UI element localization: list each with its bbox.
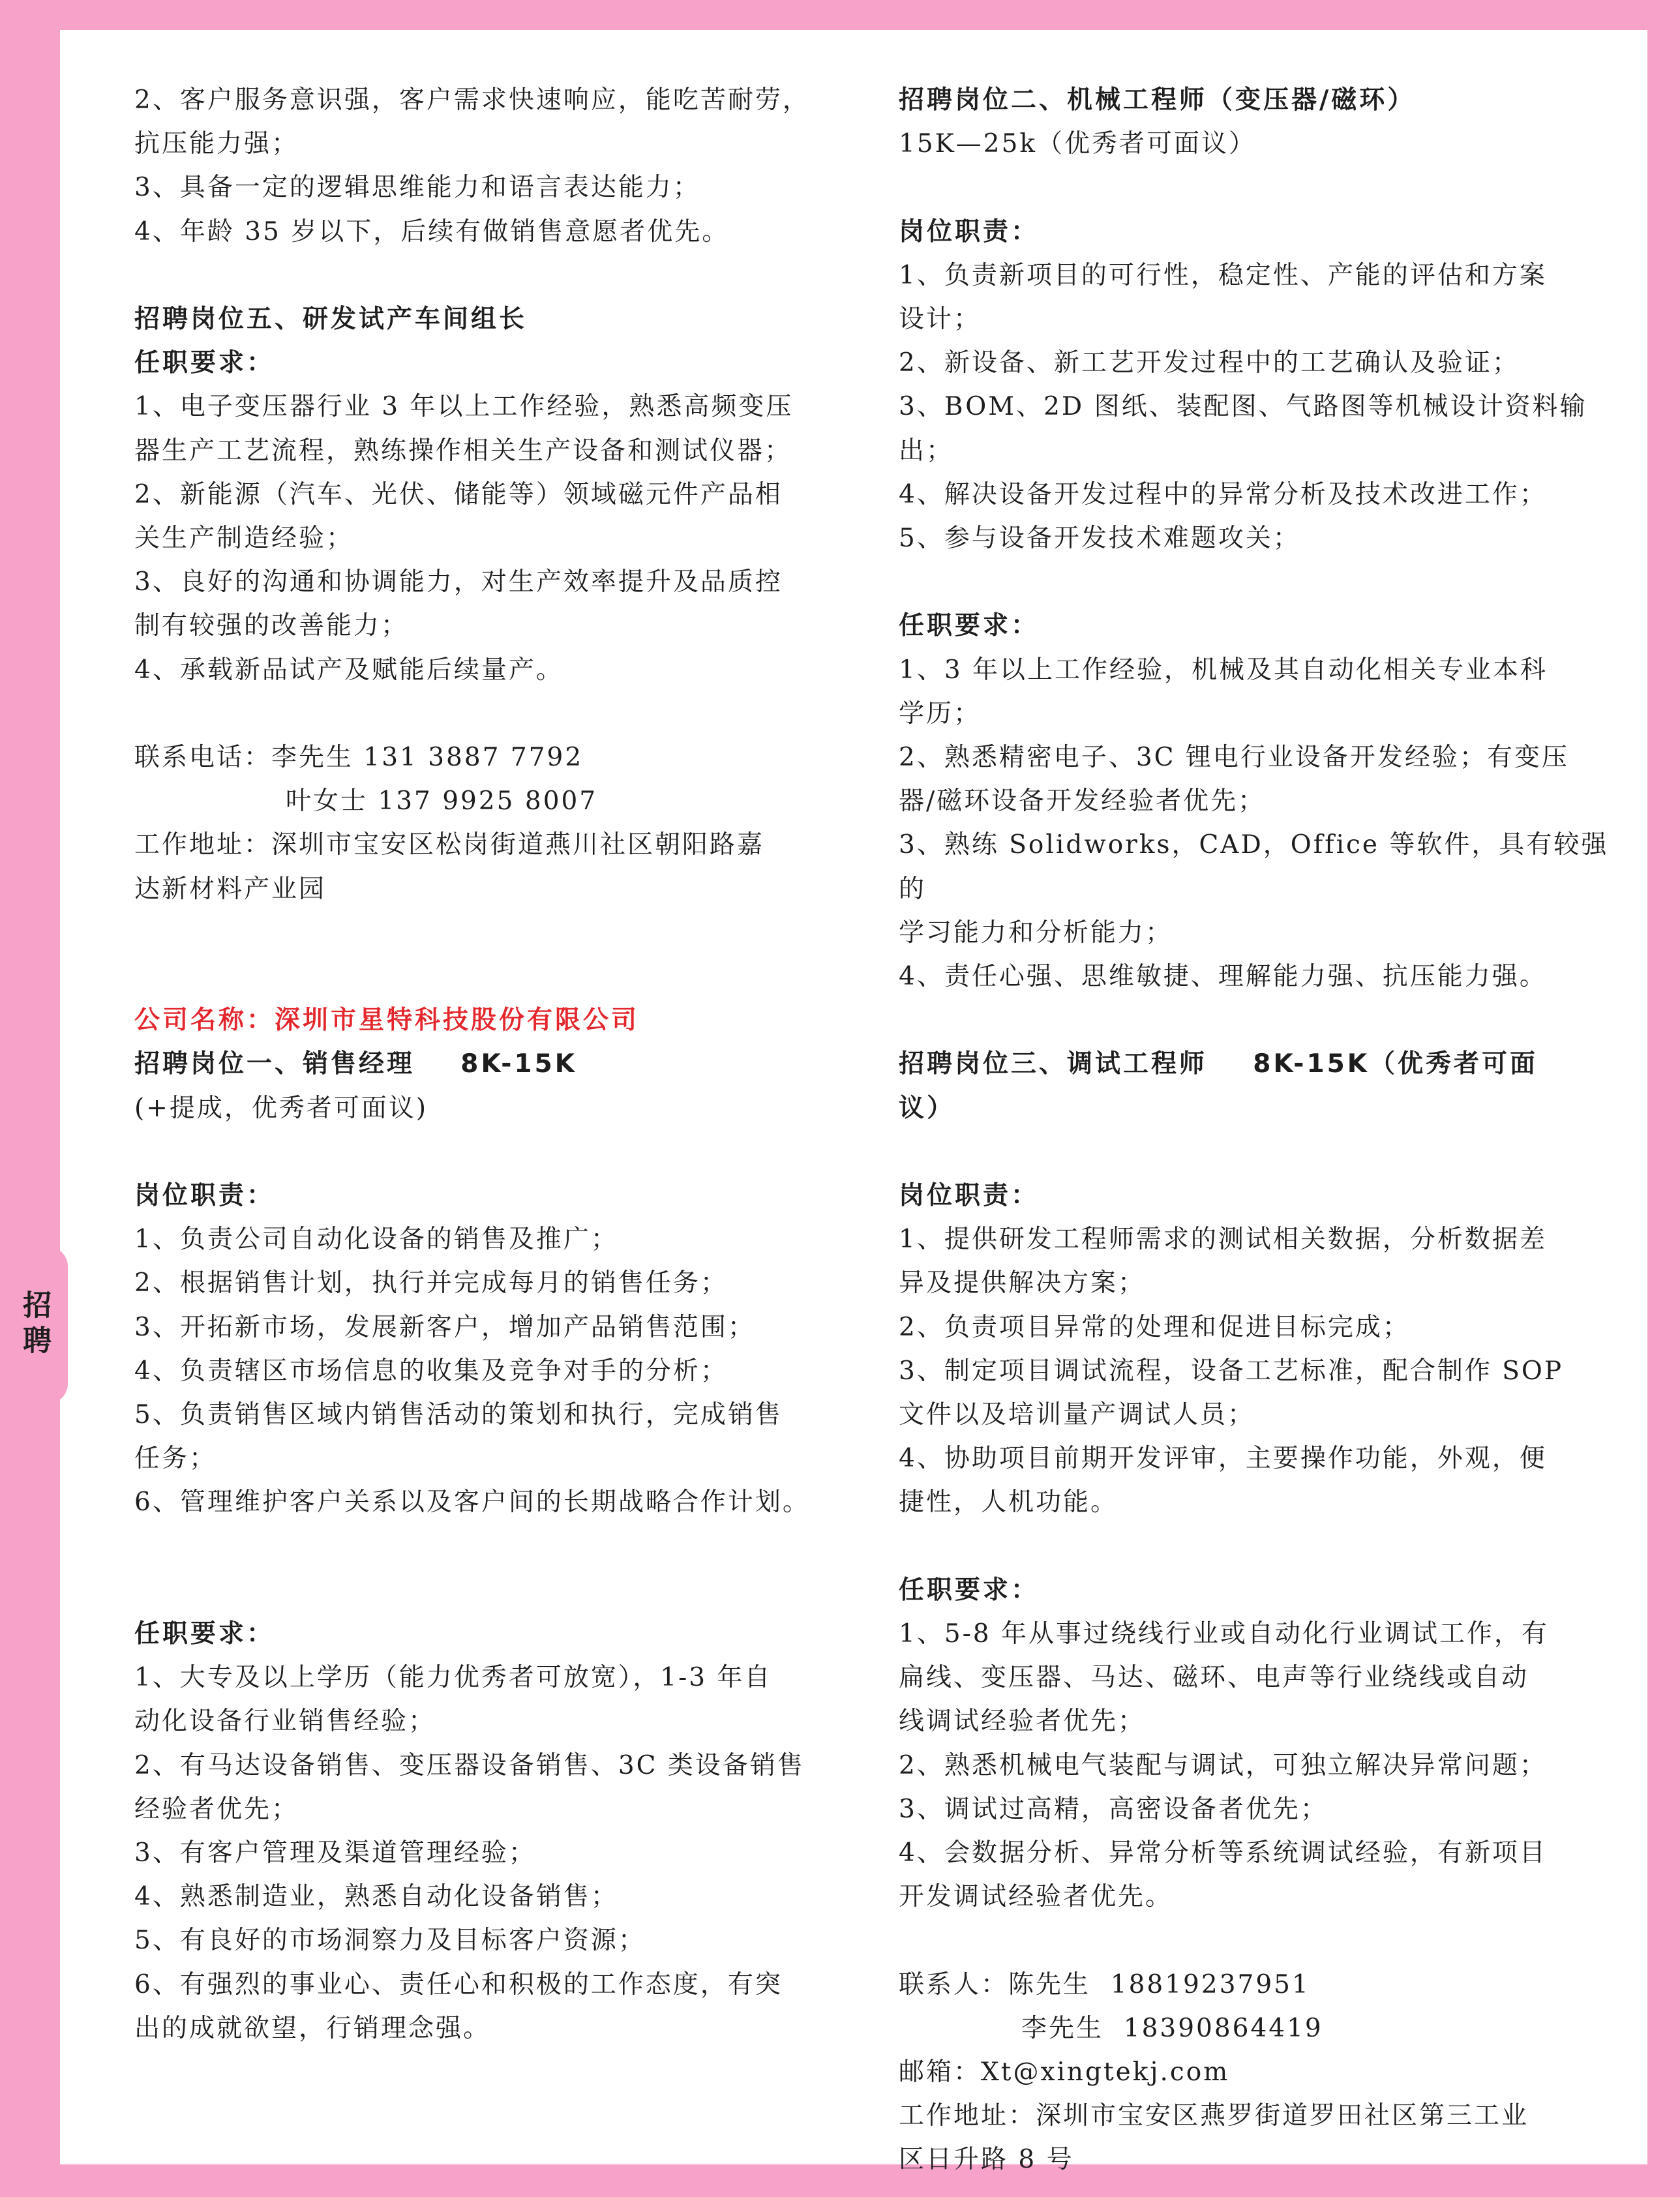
list-item: 出；	[899, 436, 954, 466]
work-address-label: 工作地址：	[899, 2101, 1036, 2131]
list-item: 1、5-8 年从事过绕线行业或自动化行业调试工作，有	[899, 1619, 1550, 1649]
work-address-cont: 区日升路 8 号	[899, 2145, 1074, 2175]
list-item: 经验者优先；	[134, 1794, 299, 1824]
position3-title-cont: 议）	[899, 1093, 955, 1123]
position5-title: 招聘岗位五、研发试产车间组长	[134, 305, 528, 334]
list-item: 出的成就欲望，行销理念强。	[134, 2013, 491, 2043]
list-item: 5、有良好的市场洞察力及目标客户资源；	[134, 1926, 646, 1956]
list-item: 4、解决设备开发过程中的异常分析及技术改进工作；	[899, 479, 1547, 509]
list-item: 3、开拓新市场，发展新客户，增加产品销售范围；	[134, 1312, 755, 1342]
list-item: 4、负责辖区市场信息的收集及竞争对手的分析；	[134, 1356, 728, 1386]
list-item: 设计；	[899, 305, 982, 334]
position1-req-list	[134, 1656, 845, 2050]
list-item: 开发调试经验者优先。	[899, 1882, 1173, 1912]
position1-salary-note: (+提成，优秀者可面议)	[134, 1093, 428, 1123]
list-item: 2、负责项目异常的处理和促进目标完成；	[899, 1312, 1410, 1342]
list-item: 4、会数据分析、异常分析等系统调试经验，有新项目	[899, 1838, 1547, 1868]
position3-req-list	[899, 1612, 1610, 1919]
contact-phone-row	[134, 736, 845, 779]
company-label: 公司名称：	[134, 1006, 275, 1036]
position1-req-heading: 任职要求：	[134, 1619, 275, 1649]
section-tab	[0, 1247, 68, 1403]
list-item: 1、大专及以上学历（能力优秀者可放宽），1-3 年自	[134, 1663, 772, 1693]
list-item: 器/磁环设备开发经验者优先；	[899, 786, 1266, 816]
work-address-row	[134, 823, 845, 867]
list-item: 制有较强的改善能力；	[134, 611, 409, 641]
list-item: 2、有马达设备销售、变压器设备销售、3C 类设备销售	[134, 1750, 805, 1780]
list-item: 扁线、变压器、马达、磁环、电声等行业绕线或自动	[899, 1663, 1529, 1693]
work-address-label: 工作地址：	[134, 830, 272, 860]
list-item: 2、熟悉机械电气装配与调试，可独立解决异常问题；	[899, 1750, 1547, 1780]
work-address-cont: 达新材料产业园	[134, 874, 327, 904]
list-item: 学历；	[899, 698, 982, 728]
position3-req-heading: 任职要求：	[899, 1575, 1040, 1605]
contact-person-row	[899, 1963, 1610, 2007]
position1-title: 招聘岗位一、销售经理 8K-15K	[134, 1049, 577, 1079]
position2-req-list	[899, 648, 1610, 999]
list-item: 6、管理维护客户关系以及客户间的长期战略合作计划。	[134, 1487, 810, 1517]
list-item: 3、BOM、2D 图纸、装配图、气路图等机械设计资料输	[899, 392, 1587, 422]
list-item: 1、电子变压器行业 3 年以上工作经验，熟悉高频变压	[134, 392, 794, 422]
list-item: 3、良好的沟通和协调能力，对生产效率提升及品质控	[134, 567, 783, 597]
position5-req-heading: 任职要求：	[134, 348, 275, 378]
list-item: 3、熟练 Solidworks，CAD，Office 等软件，具有较强的	[899, 830, 1609, 904]
contact-person: 李先生 18390864419	[1021, 2013, 1323, 2043]
email-value: Xt@xingtekj.com	[981, 2057, 1230, 2087]
position2-duty-heading: 岗位职责：	[899, 217, 1040, 247]
position2-duty-list	[899, 254, 1610, 560]
position1-duty-heading: 岗位职责：	[134, 1181, 275, 1210]
list-item: 1、3 年以上工作经验，机械及其自动化相关专业本科	[899, 655, 1548, 685]
company-name-row	[134, 998, 845, 1042]
list-item: 3、具备一定的逻辑思维能力和语言表达能力；	[134, 173, 700, 203]
list-item: 2、客户服务意识强，客户需求快速响应，能吃苦耐劳，	[134, 85, 810, 115]
list-item: 任务；	[134, 1444, 217, 1474]
list-item: 1、负责公司自动化设备的销售及推广；	[134, 1225, 618, 1255]
email-label: 邮箱：	[899, 2057, 982, 2087]
list-item: 4、年龄 35 岁以下，后续有做销售意愿者优先。	[134, 217, 730, 247]
list-item: 动化设备行业销售经验；	[134, 1707, 436, 1737]
contact-person: 李先生 131 3887 7792	[271, 743, 584, 773]
contact-phone-label: 联系电话：	[134, 743, 272, 773]
contact-person: 陈先生 18819237951	[1008, 1969, 1310, 1999]
list-item: 5、参与设备开发技术难题攻关；	[899, 524, 1300, 554]
section-tab-label: 招聘	[18, 1290, 51, 1360]
position3-duty-heading: 岗位职责：	[899, 1181, 1040, 1211]
list-item: 2、根据销售计划，执行并完成每月的销售任务；	[134, 1268, 728, 1298]
list-item: 学习能力和分析能力；	[899, 918, 1173, 948]
list-item: 异及提供解决方案；	[899, 1268, 1146, 1298]
list-item: 4、熟悉制造业，熟悉自动化设备销售；	[134, 1882, 618, 1912]
list-item: 2、新设备、新工艺开发过程中的工艺确认及验证；	[899, 348, 1520, 378]
list-item: 器生产工艺流程，熟练操作相关生产设备和测试仪器；	[134, 436, 792, 466]
list-item: 2、新能源（汽车、光伏、储能等）领域磁元件产品相	[134, 479, 783, 509]
list-item: 捷性，人机功能。	[899, 1487, 1118, 1517]
work-address: 深圳市宝安区松岗街道燕川社区朝阳路嘉	[271, 830, 765, 860]
right-column	[899, 78, 1610, 2182]
email-row	[899, 2050, 1610, 2094]
position1-duty-list	[134, 1218, 845, 1524]
left-column	[134, 78, 845, 2050]
company-name: 深圳市星特科技股份有限公司	[275, 1006, 640, 1036]
work-address-row	[899, 2094, 1610, 2138]
contact-person-label: 联系人：	[899, 1969, 1009, 1999]
list-item: 6、有强烈的事业心、责任心和积极的工作态度，有突	[134, 1969, 783, 1999]
list-item: 1、负责新项目的可行性，稳定性、产能的评估和方案	[899, 260, 1547, 290]
list-item: 4、协助项目前期开发评审，主要操作功能，外观，便	[899, 1444, 1547, 1474]
list-item: 3、有客户管理及渠道管理经验；	[134, 1838, 536, 1868]
list-item: 3、制定项目调试流程，设备工艺标准，配合制作 SOP	[899, 1356, 1564, 1386]
position2-req-heading: 任职要求：	[899, 611, 1040, 641]
list-item: 2、熟悉精密电子、3C 锂电行业设备开发经验；有变压	[899, 743, 1569, 773]
position2-salary: 15K—25k（优秀者可面议）	[899, 129, 1257, 159]
list-item: 抗压能力强；	[134, 129, 299, 159]
position3-duty-list	[899, 1218, 1610, 1524]
list-item: 线调试经验者优先；	[899, 1707, 1146, 1737]
list-item: 1、提供研发工程师需求的测试相关数据，分析数据差	[899, 1225, 1547, 1255]
list-item: 3、调试过高精，高密设备者优先；	[899, 1794, 1328, 1824]
position2-title: 招聘岗位二、机械工程师（变压器/磁环）	[899, 85, 1416, 115]
list-item: 4、承载新品试产及赋能后续量产。	[134, 655, 563, 685]
list-item: 文件以及培训量产调试人员；	[899, 1400, 1255, 1430]
list-item: 4、责任心强、思维敏捷、理解能力强、抗压能力强。	[899, 962, 1547, 992]
list-item: 5、负责销售区域内销售活动的策划和执行，完成销售	[134, 1400, 783, 1430]
intro-list	[134, 78, 845, 254]
list-item: 关生产制造经验；	[134, 524, 354, 554]
position3-title: 招聘岗位三、调试工程师 8K-15K（优秀者可面	[899, 1049, 1538, 1079]
contact-person: 叶女士 137 9925 8007	[286, 786, 598, 816]
position5-req-list	[134, 385, 845, 691]
work-address: 深圳市宝安区燕罗街道罗田社区第三工业	[1036, 2101, 1529, 2131]
